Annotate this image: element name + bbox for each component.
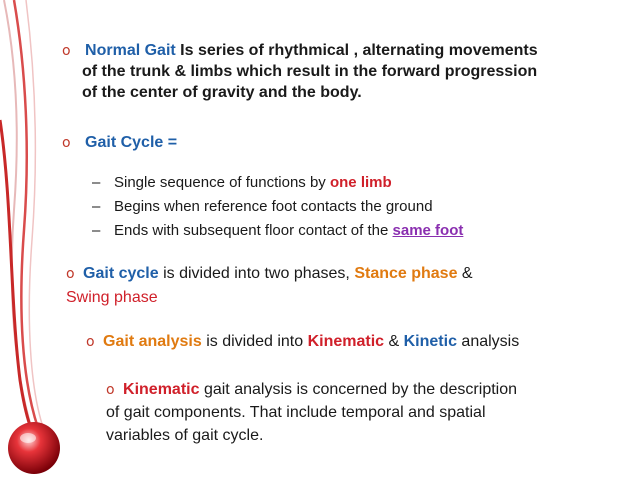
phases-paragraph: o Gait cycle is divided into two phases, Stance phase & Swing phase [66, 265, 473, 306]
decorative-swoosh [0, 0, 60, 479]
kinetic-term: Kinetic [403, 333, 457, 350]
stance-phase-term: Stance phase [354, 265, 458, 282]
normal-gait-paragraph [62, 40, 632, 103]
gait-cycle-item-1: – Single sequence of functions by one limb [92, 174, 392, 191]
bullet-icon: o [86, 334, 95, 350]
bullet-icon: o [62, 135, 71, 151]
gait-analysis-term: Gait analysis [103, 333, 202, 350]
bullet-icon: o [106, 382, 115, 398]
one-limb-highlight: one limb [329, 174, 392, 191]
normal-gait-line3: of the center of gravity and the body. [82, 84, 362, 102]
kinematic-paragraph: o Kinematic gait analysis is concerned by the description of gait components. That include temporal and spatial variables of gait cycle. [106, 381, 518, 445]
gait-cycle-heading [62, 132, 177, 153]
normal-gait-line2: of the trunk & limbs which result in the forward progression [82, 63, 538, 81]
gait-cycle-term: Gait cycle [83, 265, 159, 282]
bullet-icon: o [62, 43, 71, 59]
same-foot-highlight: same foot [392, 222, 464, 239]
red-sphere [8, 422, 60, 474]
bullet-icon: o [66, 266, 75, 282]
swing-phase-term: Swing phase [66, 289, 158, 306]
kinematic-paragraph-term: Kinematic [123, 381, 200, 398]
gait-cycle-title: Gait Cycle = [85, 134, 178, 151]
gait-cycle-item-3: – Ends with subsequent floor contact of the same foot [92, 222, 464, 239]
normal-gait-line1: Is series of rhythmical , alternating movements [175, 42, 538, 59]
gait-analysis-line: o Gait analysis is divided into Kinematic & Kinetic analysis [86, 333, 520, 350]
kinematic-term: Kinematic [307, 333, 385, 350]
gait-cycle-item-2: – Begins when reference foot contacts the ground [92, 198, 433, 215]
normal-gait-term: Normal Gait [85, 42, 176, 59]
